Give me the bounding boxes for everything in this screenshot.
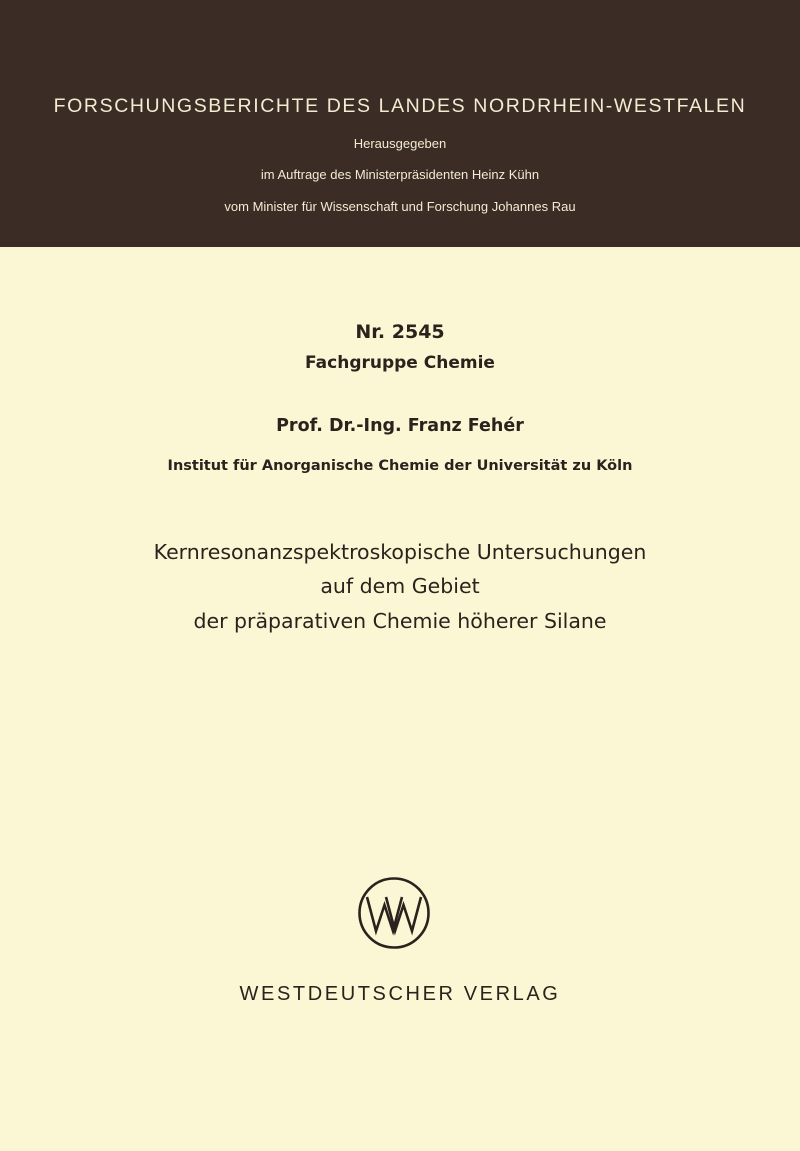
editor-line: Herausgegeben [353, 136, 447, 151]
commission-line: im Auftrage des Ministerpräsidenten Heinz Kühn [260, 167, 540, 182]
minister-line: vom Minister für Wissenschaft und Forschung Johannes Rau [224, 199, 576, 214]
series-title: FORSCHUNGSBERICHTE DES LANDES NORDRHEIN-WESTFALEN [53, 95, 747, 117]
publisher-name: WESTDEUTSCHER VERLAG [239, 983, 561, 1005]
title-line-2: auf dem Gebiet [320, 574, 480, 598]
report-number: Nr. 2545 [355, 321, 445, 343]
author: Prof. Dr.-Ing. Franz Fehér [276, 416, 524, 436]
publisher-logo-icon [356, 875, 432, 951]
subject-group: Fachgruppe Chemie [305, 353, 495, 373]
institute: Institut für Anorganische Chemie der Universität zu Köln [167, 458, 633, 474]
title-line-1: Kernresonanzspektroskopische Untersuchungen [153, 540, 647, 564]
title-line-3: der präparativen Chemie höherer Silane [193, 609, 607, 633]
header-band [0, 0, 800, 247]
